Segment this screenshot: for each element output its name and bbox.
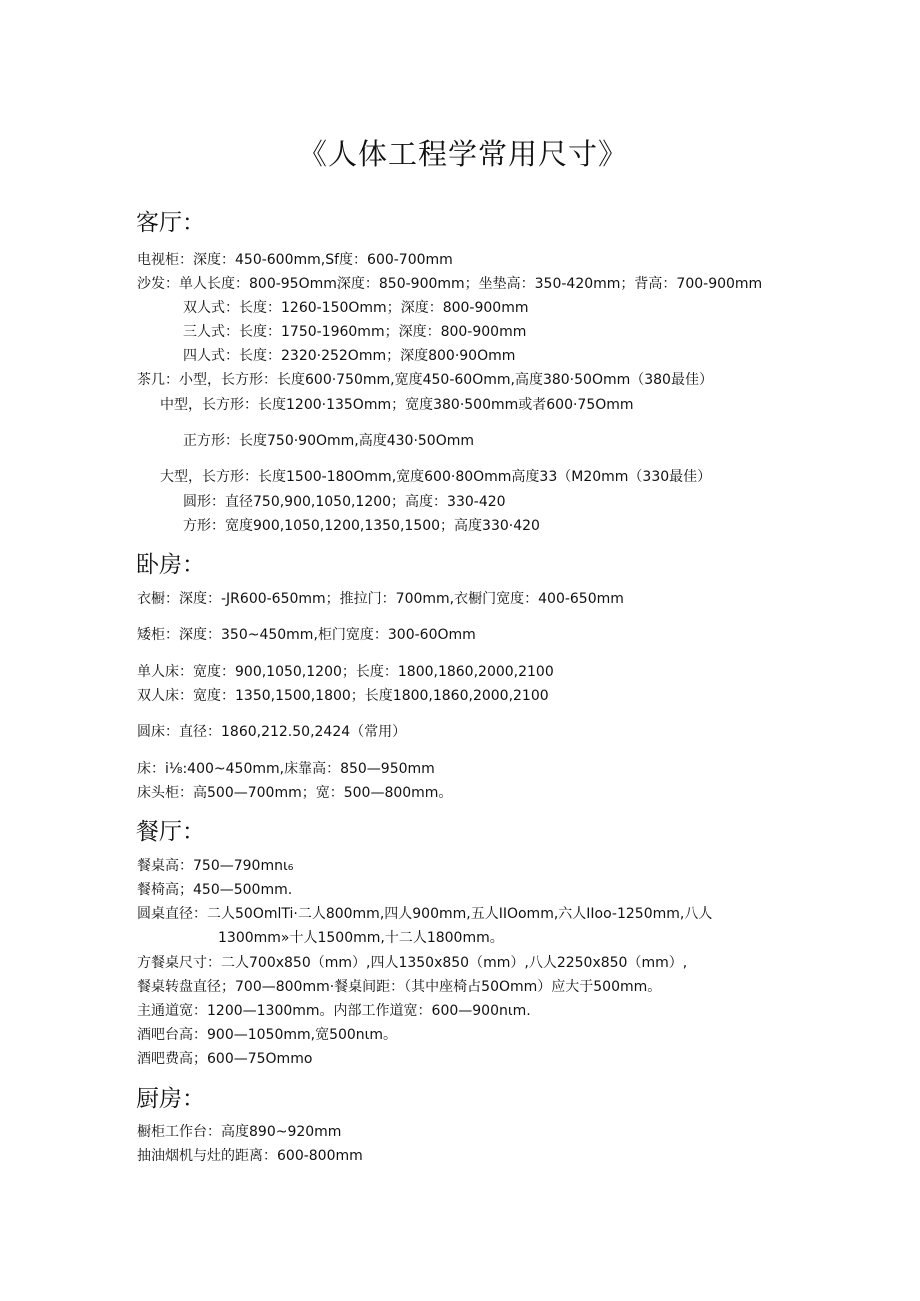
living-tea-table-square-line: 正方形：长度750·90Omm,高度430·50Omm: [183, 433, 475, 449]
living-tea-table-large-line: 大型，长方形：长度1500-180Omm,宽度600·80Omm高度33（M20mm（330最佳）: [160, 469, 712, 485]
section-heading-bedroom: 卧房：: [136, 552, 205, 578]
bedroom-nightstand-line: 床头柜：高500—700mm；宽：500—800mm。: [137, 785, 453, 801]
bedroom-wardrobe-line: 衣橱：深度：-JR600-650mm；推拉门：700mm,衣橱门宽度：400-650mm: [137, 591, 624, 607]
dining-square-table-line: 方餐桌尺寸：二人700x850（mm）,四人1350x850（mm）,八人2250x850（mm）,: [137, 955, 688, 971]
living-sofa-triple-line: 三人式：长度：1750-1960mm；深度：800-900mm: [183, 324, 527, 340]
living-sofa-quad-line: 四人式：长度：2320·252Omm；深度800·90Omm: [183, 348, 516, 364]
bedroom-bed-height-line: 床：i⅛:400~450mm,床靠高：850—950mm: [137, 761, 435, 777]
bedroom-low-cabinet-line: 矮柜：深度：350~450mm,柜门宽度：300-60Omm: [137, 627, 476, 643]
kitchen-hood-distance-line: 抽油烟机与灶的距离：600-800mm: [137, 1148, 363, 1164]
section-heading-living-room: 客厅：: [136, 210, 205, 236]
dining-bar-counter-line: 酒吧台高：900—1050mm,宽500nιm。: [137, 1027, 398, 1043]
bedroom-round-bed-line: 圆床：直径：1860,212.50,2424（常用）: [137, 724, 407, 740]
living-tea-table-medium-line: 中型，长方形：长度1200·135Omm；宽度380·500mm或者600·75Omm: [160, 397, 634, 413]
dining-aisle-line: 主通道宽：1200—1300mm。内部工作道宽：600—900nιm.: [137, 1003, 531, 1019]
dining-round-table-line: 圆桌直径：二人50OmlTi·二人800mm,四人900mm,五人IIOomm,六人IIoo-1250mm,八人: [137, 906, 713, 922]
living-tv-cabinet-line: 电视柜：深度：450-600mm,Sf度：600-700mm: [137, 252, 453, 268]
bedroom-single-bed-line: 单人床：宽度：900,1050,1200；长度：1800,1860,2000,2100: [137, 664, 554, 680]
dining-turntable-line: 餐桌转盘直径；700—800mm·餐桌间距：（其中座椅占50Omm）应大于500mm。: [137, 979, 662, 995]
bedroom-double-bed-line: 双人床：宽度：1350,1500,1800；长度1800,1860,2000,2100: [137, 688, 549, 704]
living-sofa-single-line: 沙发：单人长度：800-95Omm深度：850-900mm；坐垫高：350-420mm；背高：700-900mm: [137, 276, 763, 292]
page-title: 《人体工程学常用尺寸》: [297, 137, 628, 171]
dining-bar-stool-line: 酒吧费高；600—75Ommo: [137, 1051, 313, 1067]
dining-chair-height-line: 餐椅高；450—500mm.: [137, 882, 293, 898]
kitchen-counter-line: 橱柜工作台：高度890~920mm: [137, 1124, 342, 1140]
living-tea-table-round-line: 圆形：直径750,900,1050,1200；高度：330-420: [183, 494, 506, 510]
living-sofa-double-line: 双人式：长度：1260-150Omm；深度：800-900mm: [183, 300, 529, 316]
living-tea-table-small-line: 茶几：小型，长方形：长度600·750mm,宽度450-60Omm,高度380·50Omm（380最佳）: [137, 372, 713, 388]
section-heading-dining-room: 餐厅：: [136, 819, 205, 845]
section-heading-kitchen: 厨房：: [136, 1086, 205, 1112]
dining-round-table-cont-line: 1300mm»十人1500mm,十二人1800mm。: [218, 930, 504, 946]
living-tea-table-square-size-line: 方形：宽度900,1050,1200,1350,1500；高度330·420: [183, 518, 540, 534]
dining-table-height-line: 餐桌高：750—790mnι₆: [137, 858, 294, 874]
